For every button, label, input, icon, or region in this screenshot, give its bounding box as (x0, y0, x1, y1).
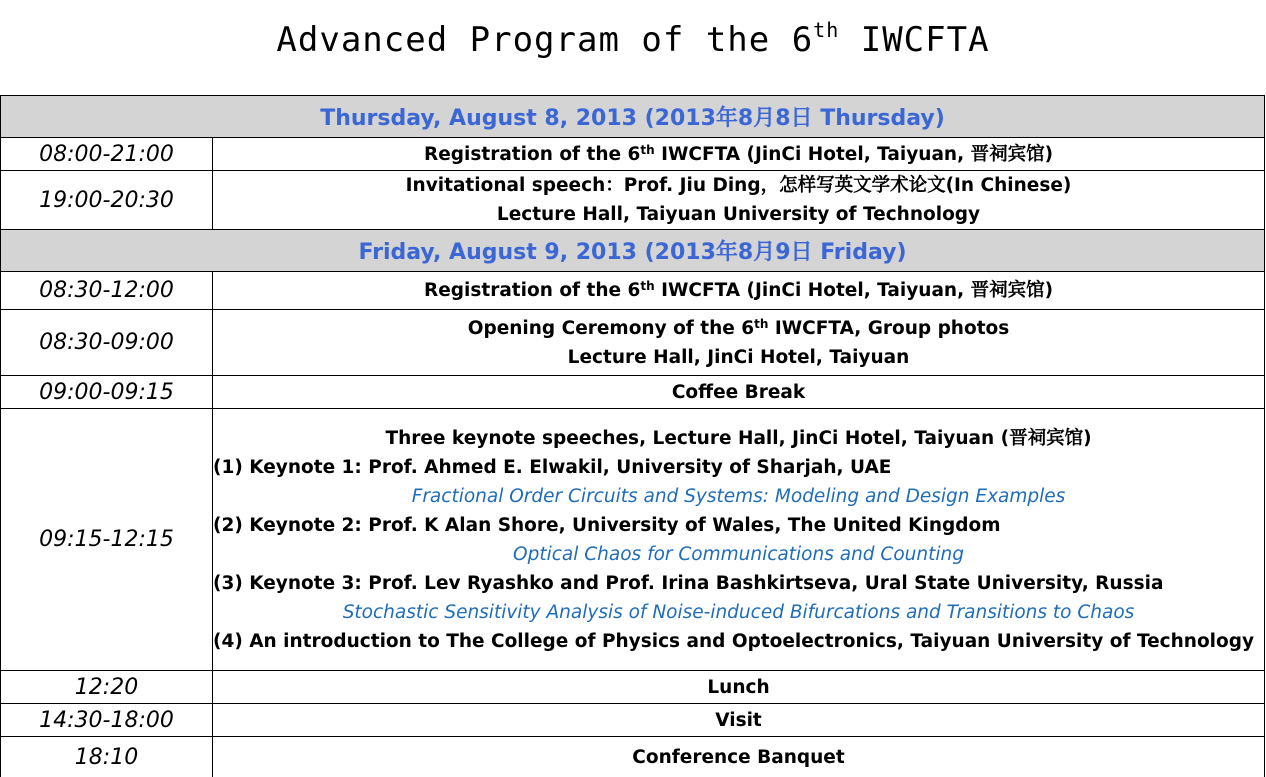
event-cell: Lunch (707, 676, 770, 698)
table-row (0, 310, 1265, 376)
time-cell: 14:30-18:00 (1, 704, 213, 736)
page-title: Advanced Program of the 6th IWCFTA (276, 18, 990, 60)
table-row (0, 704, 1265, 737)
event-cell: Registration of the 6th IWCFTA (JinCi Hotel, Taiyuan, 晋祠宾馆) (423, 279, 1054, 301)
time-cell: 18:10 (1, 737, 213, 777)
table-row (0, 138, 1265, 171)
time-cell: 09:15-12:15 (1, 409, 213, 670)
table-row (0, 171, 1265, 230)
keynote-2-talk: Optical Chaos for Communications and Counting (513, 543, 964, 565)
time-cell: 12:20 (1, 671, 213, 703)
event-cell: Opening Ceremony of the 6th IWCFTA, Group photos Lecture Hall, JinCi Hotel, Taiyuan (467, 316, 1010, 368)
keynote-1-talk: Fractional Order Circuits and Systems: Modeling and Design Examples (411, 485, 1066, 507)
keynote-3: (3) Keynote 3: Prof. Lev Ryashko and Prof. Irina Bashkirtseva, Ural State University, Russia (213, 572, 1164, 594)
day-header-thursday: Thursday, August 8, 2013 (2013年8月8日 Thursday) (0, 95, 1265, 138)
event-cell: Conference Banquet (632, 746, 845, 768)
event-cell (213, 409, 1264, 670)
event-cell: Registration of the 6th IWCFTA (JinCi Hotel, Taiyuan, 晋祠宾馆) (423, 142, 1054, 165)
table-row (0, 409, 1265, 671)
keynote-1: (1) Keynote 1: Prof. Ahmed E. Elwakil, University of Sharjah, UAE (213, 456, 892, 478)
table-row (0, 671, 1265, 704)
event-cell: Coffee Break (671, 381, 806, 403)
table-row (0, 376, 1265, 409)
keynote-4: (4) An introduction to The College of Physics and Optoelectronics, Taiyuan University of Technology (213, 630, 1255, 652)
time-cell: 08:30-12:00 (1, 272, 213, 309)
table-row (0, 737, 1265, 777)
time-cell: 19:00-20:30 (1, 171, 213, 229)
table-row (0, 272, 1265, 310)
event-cell: Visit (715, 709, 762, 731)
keynote-3-talk: Stochastic Sensitivity Analysis of Noise-induced Bifurcations and Transitions to Chaos (342, 601, 1135, 623)
event-cell: Invitational speech：Prof. Jiu Ding，怎样写英文学术论文(In Chinese) Lecture Hall, Taiyuan University of Technology (405, 175, 1072, 225)
keynote-heading: Three keynote speeches, Lecture Hall, JinCi Hotel, Taiyuan (晋祠宾馆) (385, 427, 1092, 449)
time-cell: 09:00-09:15 (1, 376, 213, 408)
keynote-2: (2) Keynote 2: Prof. K Alan Shore, University of Wales, The United Kingdom (213, 514, 1001, 536)
time-cell: 08:30-09:00 (1, 310, 213, 375)
time-cell: 08:00-21:00 (1, 138, 213, 170)
day-header-friday: Friday, August 9, 2013 (2013年8月9日 Friday) (0, 230, 1265, 272)
